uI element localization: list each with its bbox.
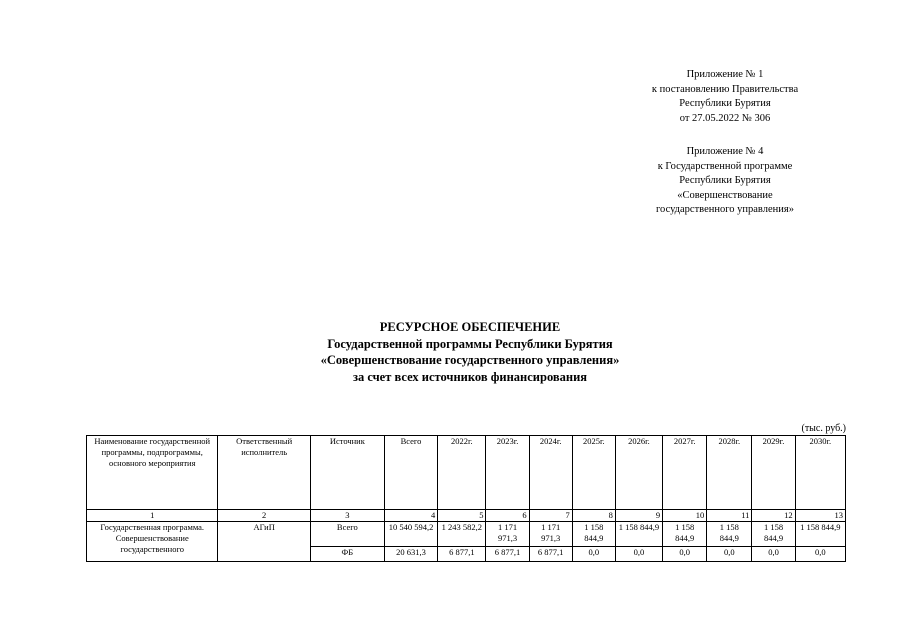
header-cell: 2030г. <box>795 436 845 510</box>
column-number: 3 <box>310 510 384 522</box>
appendix-1-line: Приложение № 1 <box>686 69 764 80</box>
column-number: 2 <box>218 510 310 522</box>
appendix-4-line: «Совершенствование <box>677 189 773 201</box>
title-line: «Совершенствование государственного управления» <box>320 353 620 367</box>
header-cell: 2027г. <box>663 436 707 510</box>
source-cell: ФБ <box>310 547 384 562</box>
column-number: 10 <box>663 510 707 522</box>
header-cell: 2023г. <box>486 436 529 510</box>
executor-cell: АГиП <box>218 522 310 562</box>
column-number: 4 <box>384 510 437 522</box>
unit-label: (тыс. руб.) <box>801 423 846 434</box>
column-number: 8 <box>572 510 615 522</box>
value-cell: 0,0 <box>572 547 615 562</box>
appendix-4-line: Республики Бурятия <box>679 175 771 186</box>
value-cell: 1 171 971,3 <box>486 522 529 547</box>
value-cell: 1 158 844,9 <box>795 522 845 547</box>
column-number-row <box>87 510 846 522</box>
appendix-1-block <box>600 68 850 126</box>
title-line: РЕСУРСНОЕ ОБЕСПЕЧЕНИЕ <box>379 320 561 334</box>
header-cell: 2024г. <box>529 436 572 510</box>
header-cell: Источник <box>310 436 384 510</box>
appendix-4-block <box>600 145 850 218</box>
column-number: 6 <box>486 510 529 522</box>
header-cell: 2028г. <box>707 436 752 510</box>
header-cell: Всего <box>384 436 437 510</box>
value-cell: 0,0 <box>707 547 752 562</box>
source-cell: Всего <box>310 522 384 547</box>
header-cell: Наименование государственной программы, подпрограммы, основного мероприятия <box>87 436 218 510</box>
header-cell: Ответственный исполнитель <box>218 436 310 510</box>
appendix-4-line: Приложение № 4 <box>686 146 764 157</box>
appendix-4-line: государственного управления» <box>656 204 794 215</box>
appendix-1-line: от 27.05.2022 № 306 <box>679 112 771 124</box>
value-cell: 0,0 <box>615 547 662 562</box>
header-cell: 2026г. <box>615 436 662 510</box>
column-number: 12 <box>752 510 795 522</box>
value-cell: 1 158 844,9 <box>615 522 662 547</box>
value-cell: 1 158 844,9 <box>707 522 752 547</box>
value-cell: 6 877,1 <box>438 547 486 562</box>
column-number: 9 <box>615 510 662 522</box>
value-cell: 1 243 582,2 <box>438 522 486 547</box>
value-cell: 10 540 594,2 <box>384 522 437 547</box>
program-name-cell: Государственная программа. Совершенствование государственного <box>87 522 218 562</box>
value-cell: 6 877,1 <box>486 547 529 562</box>
value-cell: 1 158 844,9 <box>572 522 615 547</box>
appendix-1-line: к постановлению Правительства <box>651 83 799 95</box>
value-cell: 20 631,3 <box>384 547 437 562</box>
column-number: 5 <box>438 510 486 522</box>
column-number: 11 <box>707 510 752 522</box>
value-cell: 0,0 <box>795 547 845 562</box>
value-cell: 1 171 971,3 <box>529 522 572 547</box>
value-cell: 1 158 844,9 <box>663 522 707 547</box>
appendix-1-line: Республики Бурятия <box>679 98 771 109</box>
column-number: 13 <box>795 510 845 522</box>
value-cell: 0,0 <box>752 547 795 562</box>
title-line: за счет всех источников финансирования <box>352 369 588 384</box>
header-cell: 2025г. <box>572 436 615 510</box>
appendix-4-line: к Государственной программе <box>657 160 793 172</box>
column-number: 1 <box>87 510 218 522</box>
document-title <box>170 319 770 385</box>
title-line: Государственной программы Республики Бурятия <box>327 336 613 351</box>
header-cell: 2029г. <box>752 436 795 510</box>
column-number: 7 <box>529 510 572 522</box>
resource-table <box>86 435 846 562</box>
table-header-row <box>87 436 846 510</box>
value-cell: 0,0 <box>663 547 707 562</box>
header-cell: 2022г. <box>438 436 486 510</box>
value-cell: 6 877,1 <box>529 547 572 562</box>
value-cell: 1 158 844,9 <box>752 522 795 547</box>
table-row <box>87 522 846 547</box>
